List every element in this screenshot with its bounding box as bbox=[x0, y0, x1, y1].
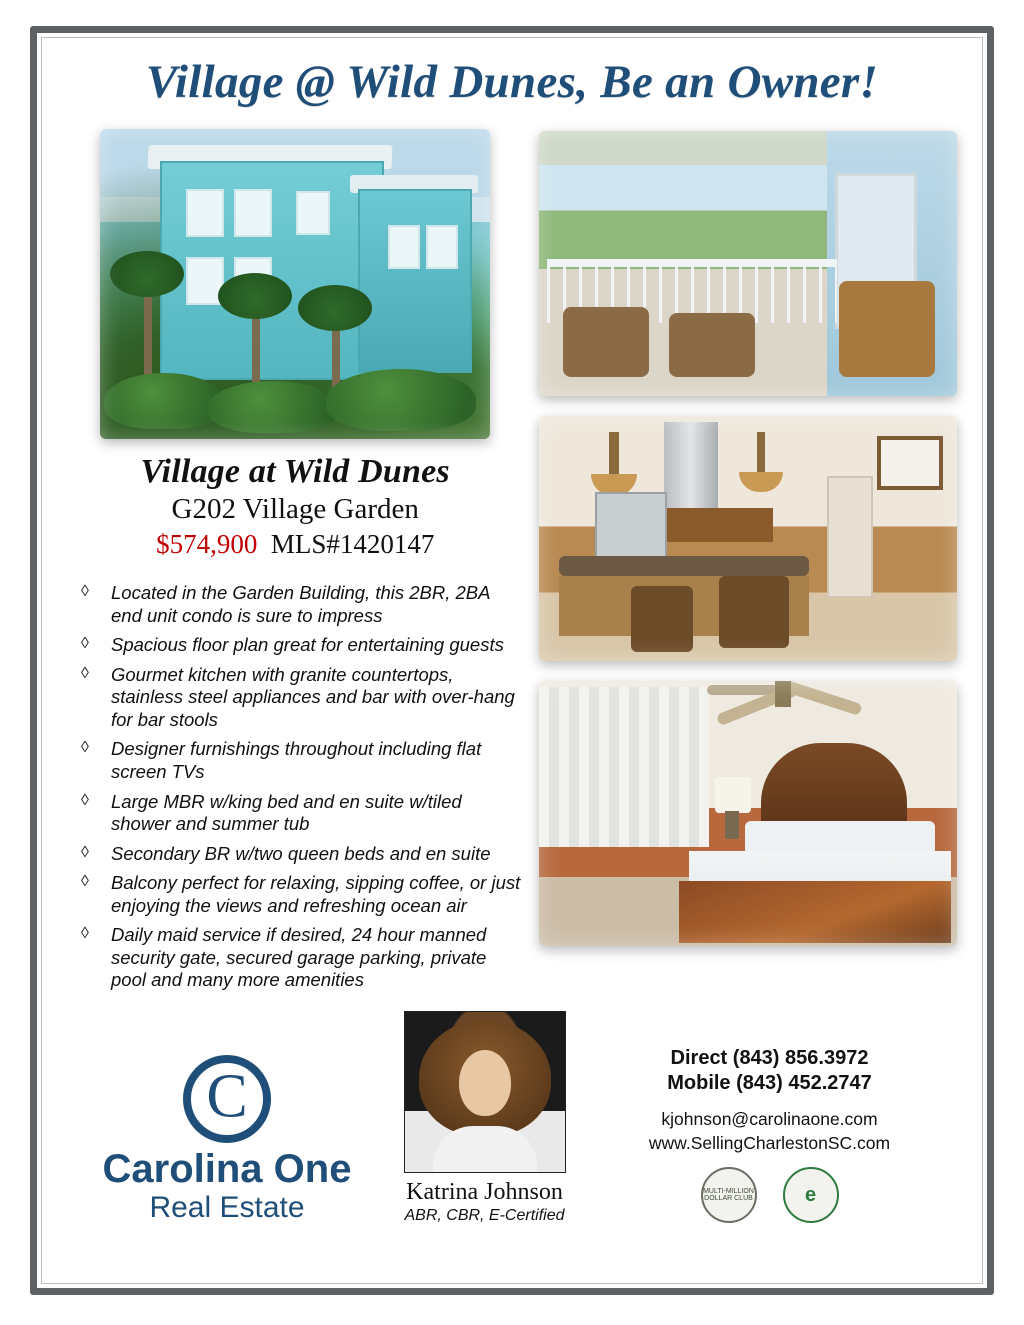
list-item: ◊ Designer furnishings throughout including flat screen TVs bbox=[71, 738, 523, 783]
balcony-railing-shape bbox=[547, 259, 837, 267]
balcony-door-shape bbox=[835, 173, 917, 329]
phone-direct: Direct (843) 856.3972 bbox=[670, 1046, 869, 1069]
photo-balcony bbox=[539, 131, 957, 396]
pendant-light-cord bbox=[757, 432, 765, 476]
email-address[interactable]: kjohnson@carolinaone.com bbox=[661, 1108, 878, 1129]
ceiling-fan-blade bbox=[707, 685, 797, 695]
pendant-light-shade bbox=[591, 474, 637, 496]
agent-block bbox=[387, 1011, 582, 1229]
patio-chair-shape bbox=[563, 307, 649, 377]
bar-stool-shape bbox=[631, 586, 693, 652]
window-shape bbox=[388, 225, 420, 269]
upper-cabinet-shape bbox=[667, 508, 773, 542]
agent-credentials: ABR, CBR, E-Certified bbox=[404, 1207, 565, 1224]
list-item: ◊ Spacious floor plan great for entertaining guests bbox=[71, 634, 523, 657]
palm-fronds-shape bbox=[218, 273, 292, 319]
list-item: ◊ Secondary BR w/two queen beds and en suite bbox=[71, 843, 523, 866]
property-unit: G202 Village Garden bbox=[171, 493, 419, 525]
property-title-block bbox=[67, 453, 523, 560]
list-item: ◊ Gourmet kitchen with granite countertops, stainless steel appliances and bar with over-hang for bar stools bbox=[71, 664, 523, 732]
patio-chair-shape bbox=[669, 313, 755, 377]
brand-tagline: Real Estate bbox=[149, 1191, 305, 1224]
bed-duvet-shape bbox=[679, 881, 951, 943]
torso-shape bbox=[433, 1126, 537, 1172]
content-columns bbox=[67, 115, 957, 999]
right-column bbox=[539, 115, 957, 946]
carolina-one-circle-c-logo-icon bbox=[183, 1055, 271, 1143]
list-item: ◊ Balcony perfect for relaxing, sipping coffee, or just enjoying the views and refreshing ocean air bbox=[71, 872, 523, 917]
balcony-wall-shape bbox=[827, 131, 957, 396]
palm-fronds-shape bbox=[298, 285, 372, 331]
palm-tree-shape bbox=[332, 311, 340, 411]
photo-kitchen bbox=[539, 416, 957, 661]
pillows-shape bbox=[745, 821, 935, 857]
palm-tree-shape bbox=[252, 299, 260, 411]
roof-shape bbox=[148, 145, 393, 169]
table-lamp-shape bbox=[715, 777, 751, 813]
shrub-shape bbox=[326, 369, 476, 431]
granite-counter-shape bbox=[559, 556, 809, 576]
balcony-balusters-shape bbox=[547, 267, 837, 323]
brand-block bbox=[77, 1055, 377, 1229]
list-item: ◊ Daily maid service if desired, 24 hour manned security gate, secured garage parking, private pool and many more amenities bbox=[71, 924, 523, 992]
avatar bbox=[404, 1011, 566, 1173]
photo-bedroom bbox=[539, 681, 957, 946]
agent-name: Katrina Johnson bbox=[406, 1179, 563, 1205]
palm-tree-shape bbox=[144, 279, 152, 409]
pendant-light-cord bbox=[609, 432, 619, 478]
list-item: ◊ Large MBR w/king bed and en suite w/tiled shower and summer tub bbox=[71, 791, 523, 836]
pendant-light-shade bbox=[739, 472, 783, 492]
left-column bbox=[67, 115, 523, 999]
refrigerator-shape bbox=[595, 492, 667, 574]
ceiling-fan-blade bbox=[716, 684, 798, 727]
roof-shape-secondary bbox=[350, 175, 478, 193]
certification-badges bbox=[592, 1167, 947, 1223]
building-main bbox=[160, 161, 384, 380]
doorway-shape bbox=[827, 476, 873, 598]
bar-front-shape bbox=[559, 576, 809, 636]
bar-stool-shape bbox=[719, 576, 789, 648]
page-title: Village @ Wild Dunes, Be an Owner! bbox=[145, 56, 879, 108]
palm-fronds-shape bbox=[110, 251, 184, 297]
shrub-shape bbox=[208, 381, 338, 433]
property-mls: MLS#1420147 bbox=[270, 529, 435, 559]
property-price: $574,900 bbox=[156, 529, 258, 559]
shrub-shape bbox=[104, 373, 224, 429]
window-shape bbox=[186, 257, 224, 305]
lamp-base-shape bbox=[725, 811, 739, 839]
footer bbox=[67, 1011, 957, 1229]
brand-name: Carolina One bbox=[102, 1147, 352, 1191]
building-side bbox=[358, 189, 472, 373]
flyer-border-frame bbox=[30, 26, 994, 1295]
face-shape bbox=[459, 1050, 511, 1116]
list-item: ◊ Located in the Garden Building, this 2BR, 2BA end unit condo is sure to impress bbox=[71, 582, 523, 627]
contact-block bbox=[592, 1046, 947, 1230]
bed-linens-shape bbox=[689, 851, 951, 903]
window-shape bbox=[186, 189, 224, 237]
window-shape bbox=[234, 257, 272, 305]
property-name: Village at Wild Dunes bbox=[140, 453, 450, 490]
photo-exterior bbox=[100, 129, 490, 439]
window-shape bbox=[296, 191, 330, 235]
website-url[interactable]: www.SellingCharlestonSC.com bbox=[648, 1133, 891, 1154]
window-shape bbox=[234, 189, 272, 237]
ceiling-fan-motor bbox=[775, 681, 791, 707]
headboard-shape bbox=[761, 743, 907, 829]
ceiling-fan-blade bbox=[778, 681, 863, 716]
wall-art-shape bbox=[877, 436, 943, 490]
e-certified-seal-icon: e bbox=[783, 1167, 839, 1223]
multi-million-dollar-club-seal-icon: MULTI-MILLION DOLLAR CLUB bbox=[701, 1167, 757, 1223]
property-price-mls bbox=[67, 529, 523, 560]
phone-mobile: Mobile (843) 452.2747 bbox=[667, 1071, 872, 1094]
feature-list bbox=[67, 582, 523, 992]
balcony-ceiling-shape bbox=[539, 131, 957, 165]
window-shape bbox=[426, 225, 458, 269]
range-hood-shape bbox=[664, 422, 718, 514]
curtains-shape bbox=[539, 687, 709, 847]
patio-chair-shape bbox=[839, 281, 935, 377]
